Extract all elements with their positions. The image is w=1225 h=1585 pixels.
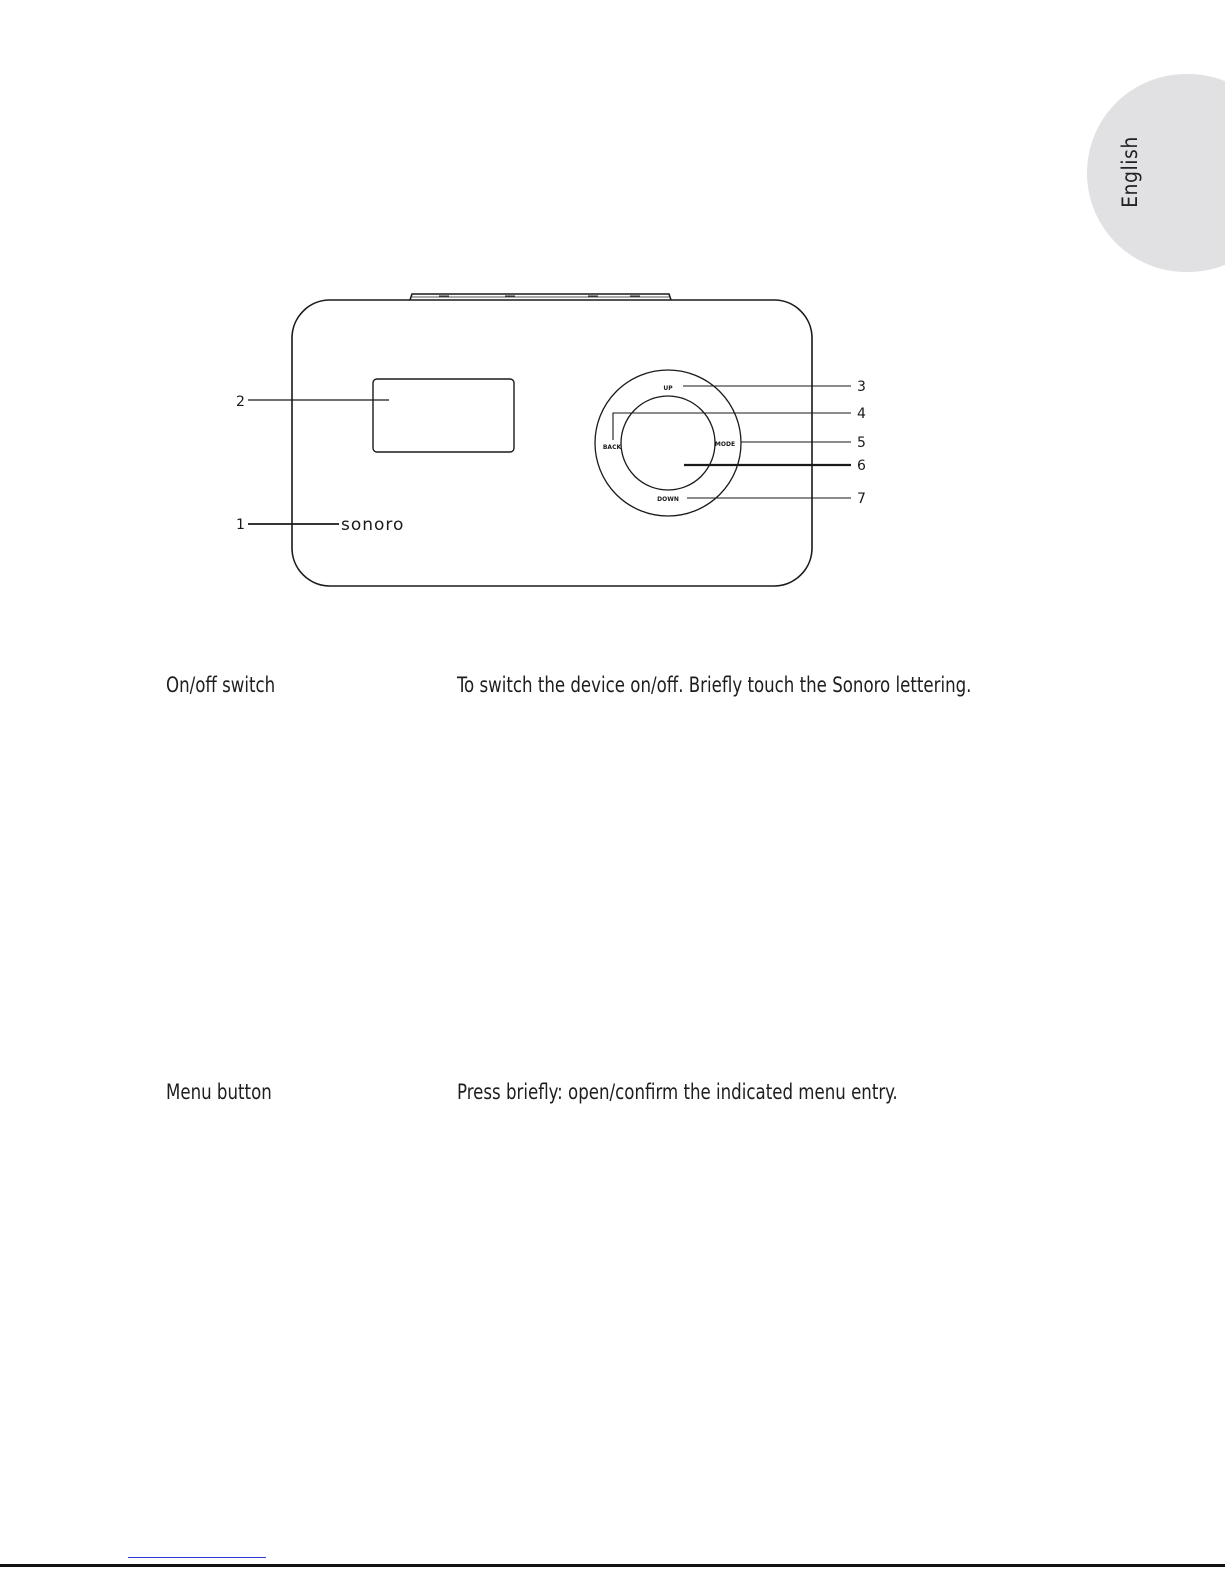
callout-number-2: 2 xyxy=(236,394,245,410)
display-window xyxy=(373,379,514,452)
ring-label-back: BACK xyxy=(602,444,622,451)
device-logo: sonoro xyxy=(341,515,405,535)
footer-link-underline[interactable] xyxy=(128,1557,266,1558)
row-term-menu-button: Menu button xyxy=(166,1080,272,1104)
callout-number-3: 3 xyxy=(857,379,866,395)
ring-label-mode: MODE xyxy=(714,441,736,448)
row-description-onoff-switch: To switch the device on/off. Briefly touch the Sonoro lettering. xyxy=(457,673,972,697)
callout-number-6: 6 xyxy=(857,458,866,474)
callout-number-5: 5 xyxy=(857,435,866,451)
row-term-onoff-switch: On/off switch xyxy=(166,673,276,697)
menu-button-circle xyxy=(621,396,715,490)
row-description-menu-button: Press briefly: open/confirm the indicated menu entry. xyxy=(457,1080,898,1104)
callout-number-1: 1 xyxy=(236,517,245,533)
language-tab-label: English xyxy=(1118,136,1142,208)
callout-line-4 xyxy=(613,413,851,440)
ring-label-down: DOWN xyxy=(657,496,679,503)
callout-number-4: 4 xyxy=(857,406,866,422)
footer-rule xyxy=(0,1564,1225,1567)
ring-label-up: UP xyxy=(663,385,673,392)
callout-number-7: 7 xyxy=(857,491,866,507)
